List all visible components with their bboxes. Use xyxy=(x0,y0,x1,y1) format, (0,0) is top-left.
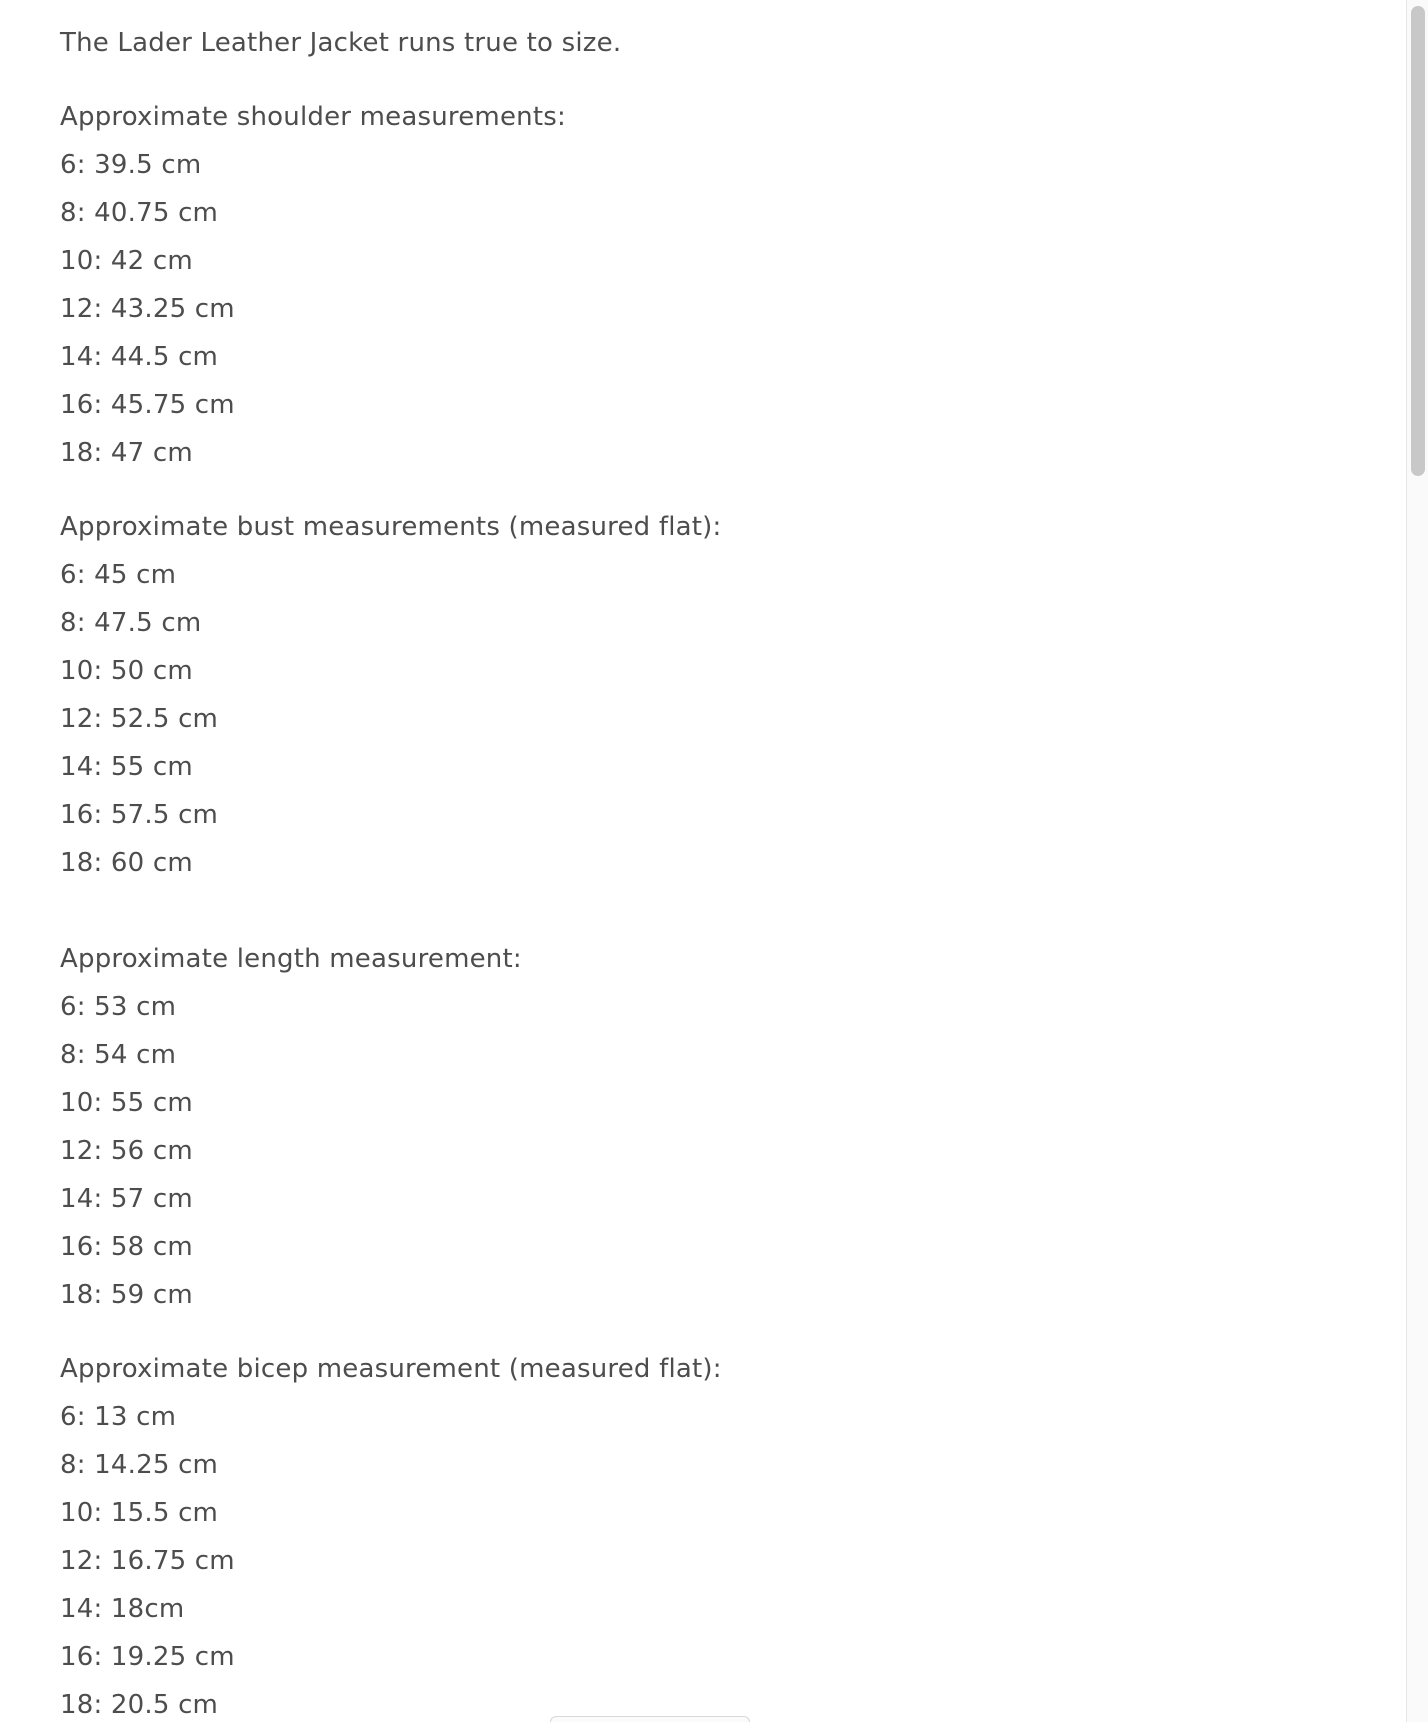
list-item: 12: 16.75 cm xyxy=(60,1546,235,1576)
list-item: 6: 53 cm xyxy=(60,992,177,1022)
list-item: 8: 40.75 cm xyxy=(60,198,219,228)
bottom-overlay-tab[interactable] xyxy=(550,1716,750,1722)
list-item: 16: 19.25 cm xyxy=(60,1642,235,1672)
list-item: 6: 13 cm xyxy=(60,1402,177,1432)
intro-text: The Lader Leather Jacket runs true to size. xyxy=(60,28,622,58)
vertical-scrollbar[interactable] xyxy=(1406,0,1428,1722)
section-heading-shoulder: Approximate shoulder measurements: xyxy=(60,102,566,132)
list-item: 16: 58 cm xyxy=(60,1232,193,1262)
list-item: 12: 52.5 cm xyxy=(60,704,219,734)
list-item: 12: 43.25 cm xyxy=(60,294,235,324)
list-item: 6: 45 cm xyxy=(60,560,177,590)
list-item: 18: 47 cm xyxy=(60,438,193,468)
list-item: 14: 55 cm xyxy=(60,752,193,782)
section-heading-bust: Approximate bust measurements (measured flat): xyxy=(60,512,722,542)
list-item: 8: 47.5 cm xyxy=(60,608,202,638)
list-item: 14: 18cm xyxy=(60,1594,185,1624)
list-item: 10: 50 cm xyxy=(60,656,193,686)
list-item: 6: 39.5 cm xyxy=(60,150,202,180)
list-item: 16: 57.5 cm xyxy=(60,800,219,830)
scrollbar-thumb[interactable] xyxy=(1411,6,1425,476)
list-item: 10: 15.5 cm xyxy=(60,1498,219,1528)
list-item: 10: 42 cm xyxy=(60,246,193,276)
list-item: 14: 57 cm xyxy=(60,1184,193,1214)
list-item: 12: 56 cm xyxy=(60,1136,193,1166)
section-heading-length: Approximate length measurement: xyxy=(60,944,522,974)
list-item: 18: 60 cm xyxy=(60,848,193,878)
list-item: 8: 54 cm xyxy=(60,1040,177,1070)
list-item: 10: 55 cm xyxy=(60,1088,193,1118)
list-item: 14: 44.5 cm xyxy=(60,342,219,372)
list-item: 18: 59 cm xyxy=(60,1280,193,1310)
section-heading-bicep: Approximate bicep measurement (measured flat): xyxy=(60,1354,722,1384)
list-item: 16: 45.75 cm xyxy=(60,390,235,420)
list-item: 18: 20.5 cm xyxy=(60,1690,219,1720)
list-item: 8: 14.25 cm xyxy=(60,1450,219,1480)
